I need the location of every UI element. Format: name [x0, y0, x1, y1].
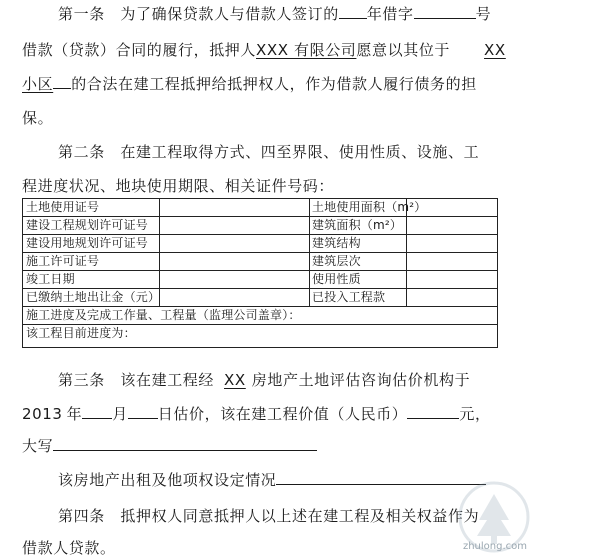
table-label: 施工许可证号	[23, 253, 160, 270]
appraisal-year: 2013	[22, 405, 63, 423]
table-value-cell[interactable]	[407, 253, 497, 270]
table-row	[23, 199, 497, 217]
table-label: 已缴纳土地出让金（元）	[23, 289, 160, 306]
table-value-cell[interactable]	[407, 217, 497, 234]
table-row	[23, 235, 497, 253]
location-community: 小区	[22, 75, 54, 93]
article1-text-l3: 的合法在建工程抵押给抵押权人，作为借款人履行债务的担	[71, 75, 477, 93]
table-label: 已投入工程款	[310, 289, 407, 306]
watermark-text: zhulong.com	[462, 541, 527, 552]
blank-location[interactable]	[53, 74, 71, 89]
table-value-cell[interactable]	[407, 289, 497, 306]
table-label: 土地使用证号	[23, 199, 160, 216]
table-label: 建筑层次	[310, 253, 407, 270]
location-xx: XX	[484, 41, 506, 59]
current-progress-label: 该工程目前进度为：	[26, 326, 136, 340]
yuan-unit: 元，	[459, 405, 491, 423]
table-value-cell[interactable]	[160, 289, 310, 306]
table-row	[23, 271, 497, 289]
table-label: 建筑结构	[310, 235, 407, 252]
table-value-cell[interactable]	[160, 199, 310, 216]
table-label: 竣工日期	[23, 271, 160, 288]
blank-month[interactable]	[82, 404, 112, 419]
article4-line1: 第四条 抵押权人同意抵押人以上述在建工程及相关权益作为	[58, 507, 480, 525]
blank-rent[interactable]	[276, 470, 486, 485]
article1-line1	[58, 4, 595, 24]
blank-contract-no[interactable]	[414, 4, 476, 19]
table-value-cell[interactable]	[407, 235, 497, 252]
article3-line1	[58, 370, 595, 390]
table-value-cell[interactable]	[407, 199, 497, 216]
article3-text-a: 第三条 该在建工程经	[58, 371, 215, 389]
table-row	[23, 289, 497, 307]
article3-line2	[22, 404, 559, 424]
table-row	[23, 253, 497, 271]
property-info-table	[22, 198, 498, 348]
article1-text-l2a: 借款（贷款）合同的履行，抵押人	[22, 41, 257, 59]
article3-line3	[22, 436, 559, 456]
table-value-cell[interactable]	[160, 253, 310, 270]
article1-text-l2b: 愿意以其位于	[356, 41, 451, 59]
table-row	[23, 217, 497, 235]
blank-amount-words[interactable]	[53, 436, 317, 451]
article1-text-c: 号	[475, 5, 492, 23]
article1-text-a: 第一条 为了确保贷款人与借款人签订的	[58, 5, 339, 23]
table-label: 建设用地规划许可证号	[23, 235, 160, 252]
article3-text-b: 房地产土地评估咨询估价机构于	[251, 371, 471, 389]
appraisal-org: XX	[224, 371, 246, 389]
amount-in-words-label: 大写	[22, 437, 54, 455]
article2-line1: 第二条 在建工程取得方式、四至界限、使用性质、设施、工	[58, 143, 480, 161]
year-unit: 年	[66, 405, 83, 423]
table-row-current	[23, 325, 497, 347]
table-value-cell[interactable]	[160, 271, 310, 288]
table-label: 使用性质	[310, 271, 407, 288]
table-label: 建筑面积（m²）	[310, 217, 407, 234]
article1-line2	[22, 40, 559, 60]
progress-label: 施工进度及完成工作量、工程量（监理公司盖章）：	[26, 308, 301, 322]
article1-line4: 保。	[22, 109, 54, 127]
blank-year[interactable]	[339, 4, 367, 19]
article1-line3	[22, 74, 559, 94]
rent-label: 该房地产出租及他项权设定情况	[58, 471, 277, 489]
article4-line2: 借款人贷款。	[22, 539, 116, 557]
month-unit: 月	[112, 405, 128, 423]
table-label: 建设工程规划许可证号	[23, 217, 160, 234]
article1-text-b: 年借字	[366, 5, 414, 23]
article2-line2: 程进度状况、地块使用期限、相关证件号码：	[22, 177, 335, 195]
blank-value[interactable]	[407, 404, 459, 419]
company-name: XXX 有限公司	[256, 41, 357, 59]
table-value-cell[interactable]	[407, 271, 497, 288]
table-value-cell[interactable]	[160, 217, 310, 234]
table-label: 土地使用面积（m²）	[312, 200, 427, 214]
article3-text-c: 日估价，该在建工程价值（人民币）	[157, 405, 408, 423]
blank-day[interactable]	[128, 404, 158, 419]
table-row-progress	[23, 307, 497, 325]
table-value-cell[interactable]	[160, 235, 310, 252]
